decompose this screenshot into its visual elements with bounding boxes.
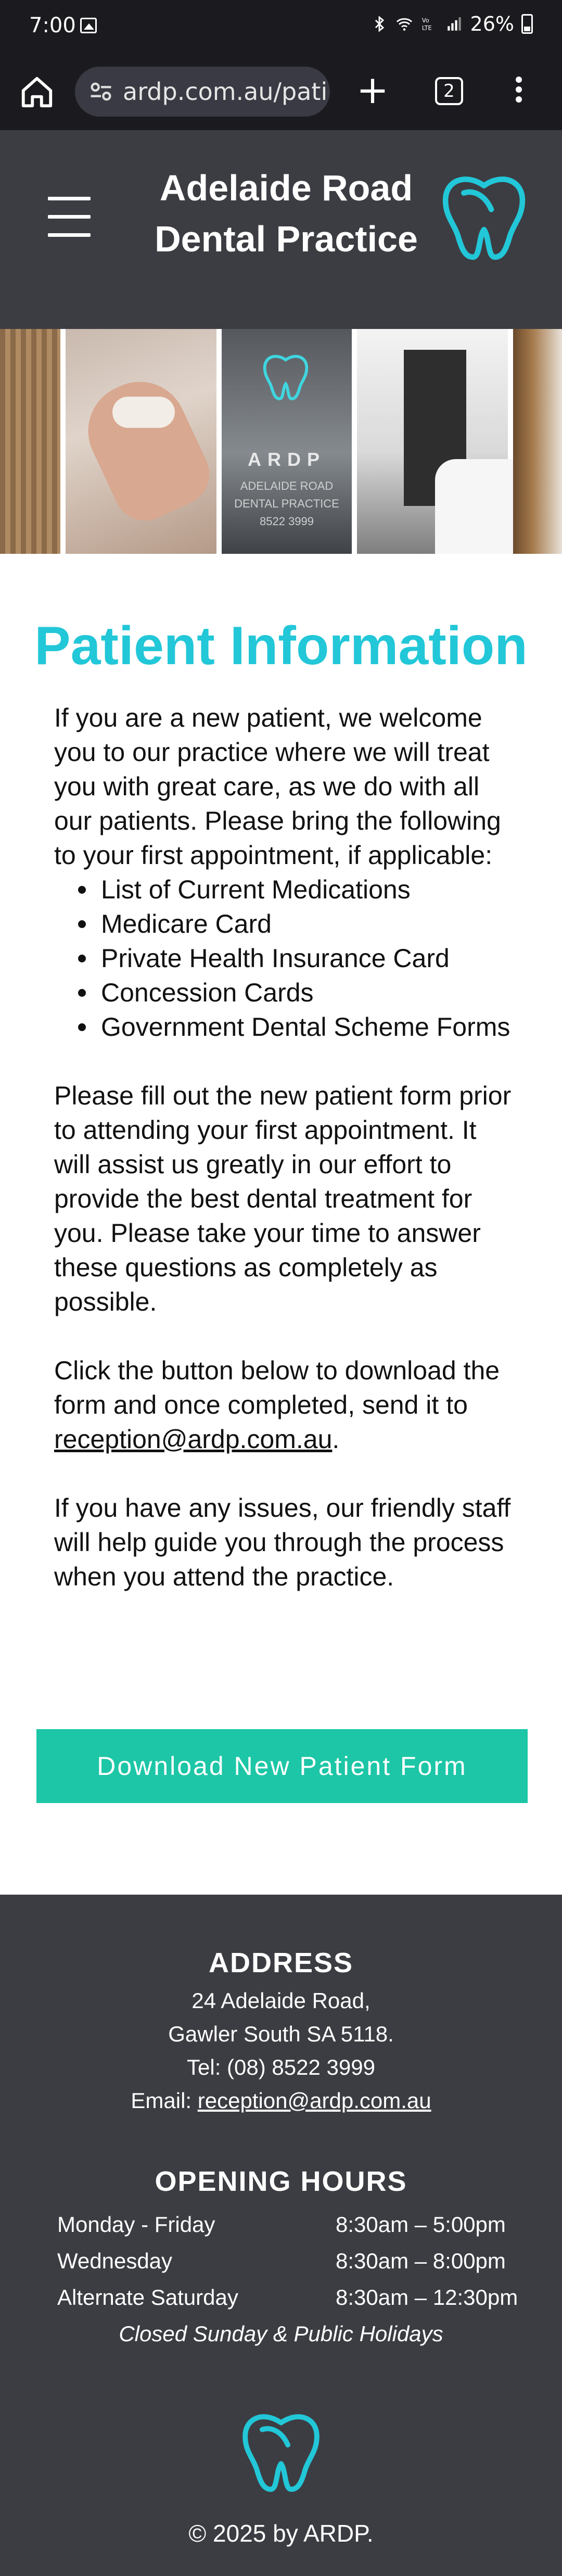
url-text[interactable]: ardp.com.au/pati xyxy=(123,78,328,106)
volte-icon xyxy=(420,15,438,33)
list-item: Medicare Card xyxy=(101,907,517,941)
photo-reception xyxy=(357,329,508,554)
download-paragraph xyxy=(54,1353,517,1456)
site-title-line2: Dental Practice xyxy=(155,219,418,259)
copyright: © 2025 by ARDP. xyxy=(188,2520,374,2547)
status-time: 7:00 xyxy=(29,14,76,37)
address-bar[interactable] xyxy=(75,67,330,117)
home-icon[interactable] xyxy=(19,74,55,110)
footer-email-row xyxy=(0,2084,562,2117)
status-bar xyxy=(0,0,562,53)
bring-list xyxy=(101,872,517,1044)
list-item: Concession Cards xyxy=(101,975,517,1010)
new-tab-button[interactable]: + xyxy=(356,68,389,112)
signal-icon xyxy=(445,15,463,33)
download-form-button[interactable]: Download New Patient Form xyxy=(36,1729,528,1803)
site-settings-icon[interactable] xyxy=(87,78,114,105)
glass-sub-line2: DENTAL PRACTICE xyxy=(234,497,339,510)
photo-dentures xyxy=(66,329,216,554)
intro-paragraph: If you are a new patient, we welcome you to our practice where we will treat you with great care, as we do with all our patients. Please bring the following to your first appointment, if applicable: xyxy=(54,703,501,870)
svg-text:Vo: Vo xyxy=(422,17,429,24)
address-line1: 24 Adelaide Road, xyxy=(191,1988,371,2013)
hours-row xyxy=(57,2249,526,2285)
status-right xyxy=(371,12,533,35)
hours-time: 8:30am – 8:00pm xyxy=(336,2249,506,2273)
glass-sub-line3: 8522 3999 xyxy=(260,515,314,528)
site-title[interactable] xyxy=(120,162,453,264)
closed-note: Closed Sunday & Public Holidays xyxy=(119,2321,443,2346)
hours-day: Monday - Friday xyxy=(57,2212,215,2237)
patient-info-text xyxy=(54,701,517,1594)
email-link[interactable]: reception@ardp.com.au xyxy=(54,1425,333,1454)
list-item: Government Dental Scheme Forms xyxy=(101,1010,517,1044)
hours-day: Alternate Saturday xyxy=(57,2285,238,2309)
wifi-icon xyxy=(395,15,413,33)
battery-percent: 26% xyxy=(470,12,514,35)
hours-row xyxy=(57,2285,526,2321)
image-icon xyxy=(80,18,97,33)
page-title: Patient Information xyxy=(34,616,528,676)
svg-text:LTE: LTE xyxy=(422,24,432,32)
main-content xyxy=(0,554,562,1895)
photo-gallery xyxy=(0,329,562,554)
hours-heading: OPENING HOURS xyxy=(155,2166,407,2197)
bluetooth-icon xyxy=(371,15,388,33)
address-line2: Gawler South SA 5118. xyxy=(168,2022,394,2046)
hours-row xyxy=(57,2212,526,2249)
hours-time: 8:30am – 5:00pm xyxy=(336,2212,506,2237)
browser-menu-button[interactable] xyxy=(511,73,527,110)
tooth-logo-icon xyxy=(261,350,311,402)
phone-number[interactable]: Tel: (08) 8522 3999 xyxy=(187,2055,375,2079)
tooth-logo-icon[interactable] xyxy=(438,169,530,261)
form-paragraph: Please fill out the new patient form prior to attending your first appointment. It will assist us greatly in our effort to provide the best dental treatment for you. Please take your time to answer these questions as completely as possible. xyxy=(54,1081,512,1316)
glass-sub-line1: ADELAIDE ROAD xyxy=(240,479,334,492)
hours-time: 8:30am – 12:30pm xyxy=(336,2285,518,2309)
address-heading: ADDRESS xyxy=(208,1947,354,1978)
issues-paragraph: If you have any issues, our friendly staff will help guide you through the process when you attend the practice. xyxy=(54,1493,511,1591)
download-prefix: Click the button below to download the form and once completed, send it to xyxy=(54,1356,500,1419)
footer-email-link[interactable]: reception@ardp.com.au xyxy=(197,2088,431,2113)
photo-wood-panels xyxy=(0,329,60,554)
tab-switcher-button[interactable]: 2 xyxy=(435,77,463,105)
download-suffix: . xyxy=(332,1425,340,1454)
hamburger-menu-icon[interactable] xyxy=(48,197,91,242)
glass-logo-text: ARDP xyxy=(247,449,326,470)
tooth-logo-icon xyxy=(238,2407,324,2493)
photo-glass-door xyxy=(222,329,352,554)
email-label: Email: xyxy=(131,2088,198,2113)
hours-day: Wednesday xyxy=(57,2249,173,2273)
list-item: List of Current Medications xyxy=(101,872,517,907)
glass-sub-text xyxy=(222,477,352,530)
photo-hallway xyxy=(513,329,562,554)
footer xyxy=(0,1895,562,2576)
site-header xyxy=(0,130,562,329)
list-item: Private Health Insurance Card xyxy=(101,941,517,975)
site-title-line1: Adelaide Road xyxy=(159,168,413,208)
battery-icon xyxy=(521,14,533,34)
browser-toolbar xyxy=(0,53,562,130)
